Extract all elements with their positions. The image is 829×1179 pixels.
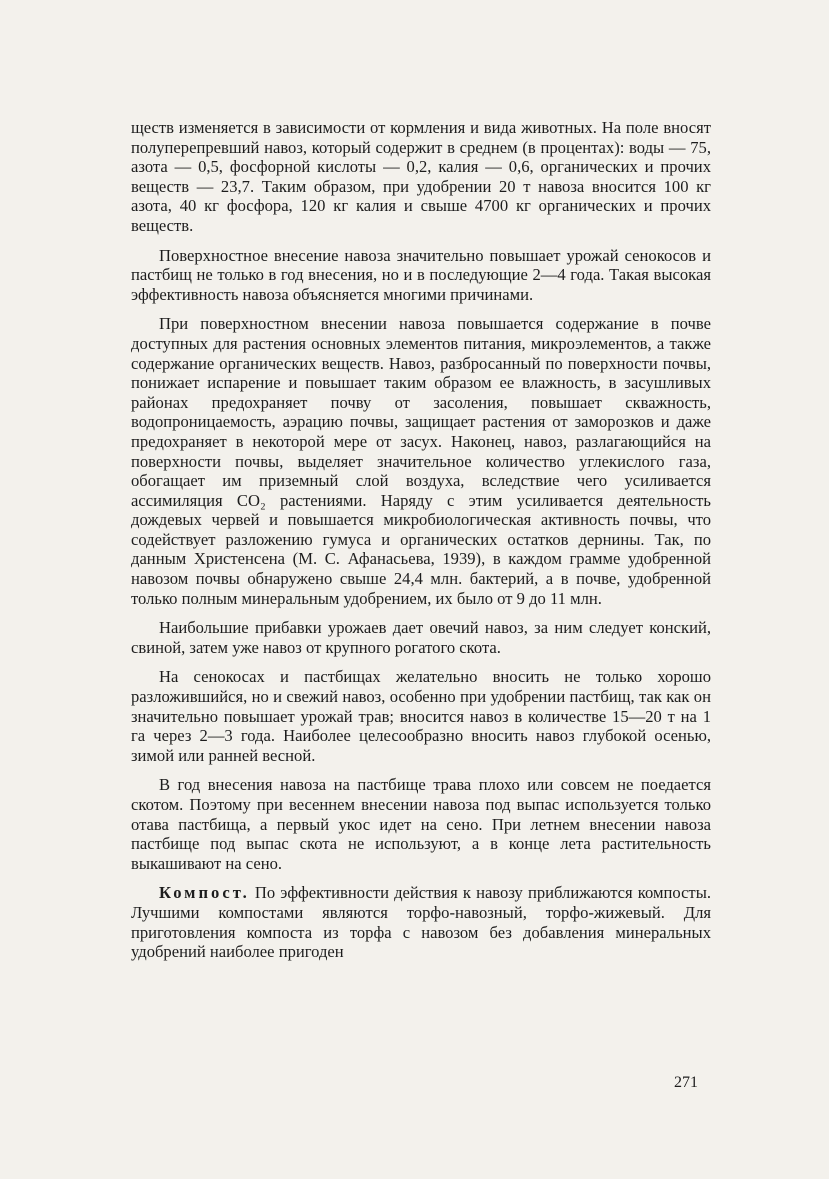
paragraph-kompost bbox=[131, 883, 711, 961]
paragraph: Поверхностное внесение навоза значительно повышает урожай сенокосов и пастбищ не только в год внесения, но и в последующие 2—4 года. Такая высокая эффективность навоза объясняется многими причинами. bbox=[131, 245, 711, 304]
paragraph: ществ изменяется в зависимости от кормления и вида животных. На поле вносят полуперепревший навоз, который содержит в среднем (в процентах): воды — 75, азота — 0,5, фосфорной кислоты — 0,2, калия — 0,6, органических и прочих веществ — 23,7. Таким образом, при удобрении 20 т навоза вносится 100 кг азота, 40 кг фосфора, 120 кг калия и свыше 4700 кг органических и прочих веществ. bbox=[131, 118, 711, 235]
body-text bbox=[131, 118, 711, 972]
kompost-term: Компост. bbox=[159, 883, 250, 903]
paragraph: При поверхностном внесении навоза повышается содержание в почве доступных для растения основных элементов питания, микроэлементов, а также содержание органических веществ. Навоз, разбросанный по поверхности почвы, понижает испарение и повышает таким образом ее влажность, в засушливых районах предохраняет почву от засоления, повышает скважность, водопроницаемость, аэрацию почвы, защищает растения от заморозков и даже предохраняет в некоторой мере от засух. Наконец, навоз, разлагающийся на поверхности почвы, выделяет значительное количество углекислого газа, обогащает им приземный слой воздуха, вследствие чего усиливается ассимиляция СО₂ растениями. Наряду с этим усиливается деятельность дождевых червей и повышается микробиологическая активность почвы, что содействует разложению гумуса и органических остатков дернины. Так, по данным Христенсена (М. С. Афанасьева, 1939), в каждом грамме удобренной навозом почвы обнаружено свыше 24,4 млн. бактерий, а в почве, удобренной только полным минеральным удобрением, их было от 9 до 11 млн. bbox=[131, 314, 711, 608]
paragraph: На сенокосах и пастбищах желательно вносить не только хорошо разложившийся, но и свежий навоз, особенно при удобрении пастбищ, так как он значительно повышает урожай трав; вносится навоз в количестве 15—20 т на 1 га через 2—3 года. Наиболее целесообразно вносить навоз глубокой осенью, зимой или ранней весной. bbox=[131, 667, 711, 765]
paragraph: В год внесения навоза на пастбище трава плохо или совсем не поедается скотом. Поэтому при весеннем внесении навоза под выпас используется только отава пастбища, а первый укос идет на сено. При летнем внесении навоза пастбище под выпас скота не используют, а в конце лета растительность выкашивают на сено. bbox=[131, 775, 711, 873]
kompost-text: По эффективности действия к навозу приближаются компосты. Лучшими компостами являются торфо-навозный, торфо-жижевый. Для приготовления компоста из торфа с навозом без добавления минеральных удобрений наиболее пригоден bbox=[131, 883, 711, 962]
page-number: 271 bbox=[674, 1074, 698, 1091]
paragraph: Наибольшие прибавки урожаев дает овечий навоз, за ним следует конский, свиной, затем уже навоз от крупного рогатого скота. bbox=[131, 618, 711, 657]
